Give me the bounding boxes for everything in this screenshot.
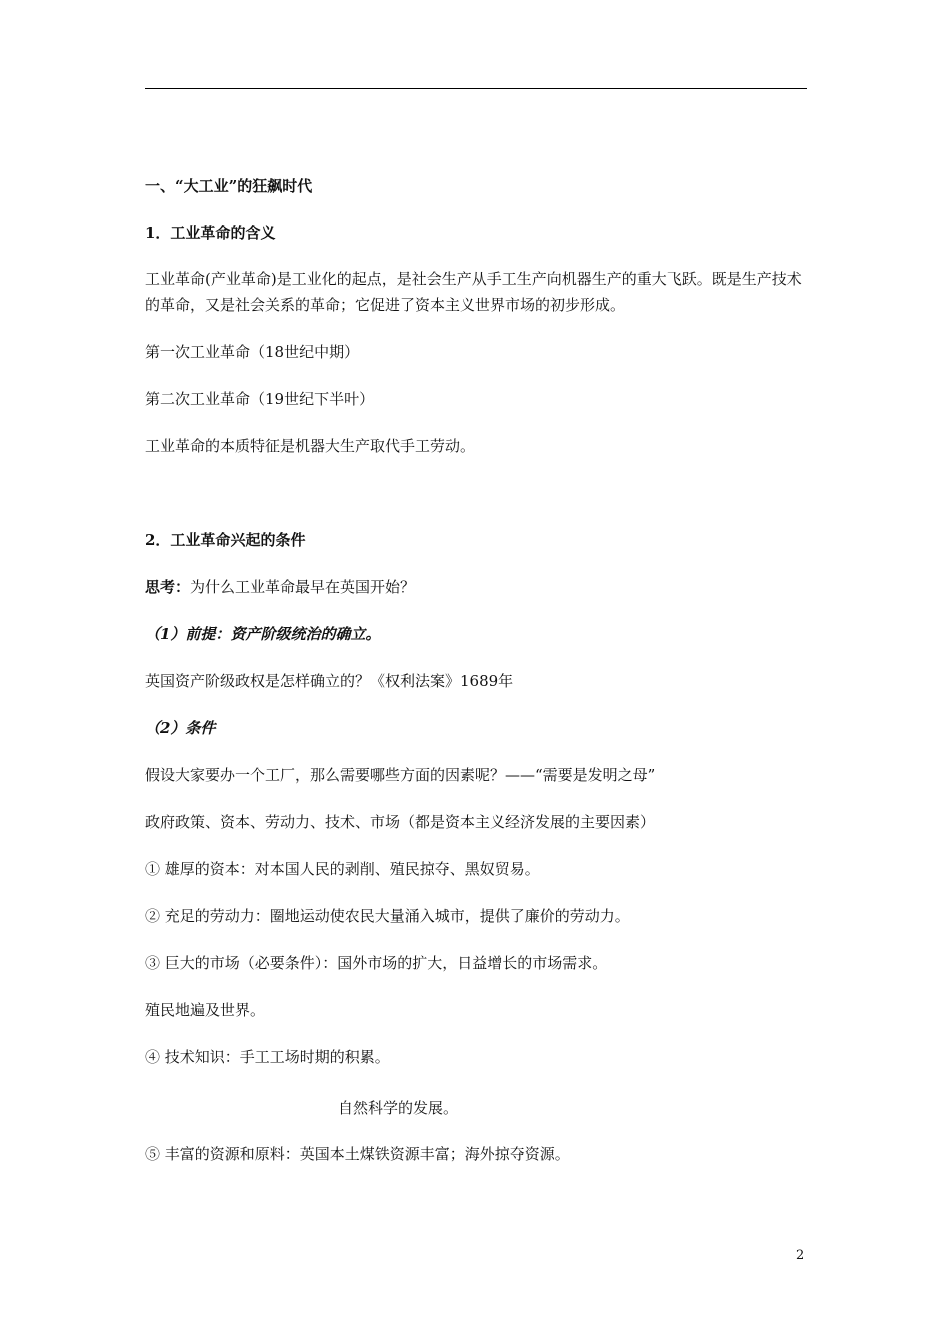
- paragraph-factors: 政府政策、资本、劳动力、技术、市场（都是资本主义经济发展的主要因素）: [145, 813, 656, 831]
- list-item-technology: ④ 技术知识：手工工场时期的积累。: [145, 1048, 390, 1066]
- think-question: [145, 577, 415, 597]
- paragraph-factory: 假设大家要办一个工厂，那么需要哪些方面的因素呢？——“需要是发明之母”: [145, 766, 656, 784]
- paragraph-essence: 工业革命的本质特征是机器大生产取代手工劳动。: [145, 437, 476, 455]
- paragraph-natural-science: 自然科学的发展。: [338, 1099, 459, 1117]
- paragraph-bill-of-rights: 英国资产阶级政权是怎样确立的？《权利法案》1689年: [145, 672, 514, 690]
- list-item-resources: ⑤ 丰富的资源和原料：英国本土煤铁资源丰富；海外掠夺资源。: [145, 1145, 570, 1163]
- list-item-labor: ② 充足的劳动力：圈地运动使农民大量涌入城市，提供了廉价的劳动力。: [145, 907, 630, 925]
- think-label: 思考：: [145, 578, 191, 596]
- paragraph-colonies: 殖民地遍及世界。: [145, 1001, 266, 1019]
- heading-2: 2．工业革命兴起的条件: [145, 531, 306, 549]
- paragraph-first-revolution: 第一次工业革命（18世纪中期）: [145, 343, 360, 361]
- page-number: 2: [796, 1248, 805, 1263]
- subheading-conditions: （2）条件: [145, 719, 216, 737]
- paragraph-definition: 工业革命(产业革命)是工业化的起点，是社会生产从手工生产向机器生产的重大飞跃。既是生产技术的革命，又是社会关系的革命；它促进了资本主义世界市场的初步形成。: [145, 270, 802, 314]
- section-title: 一、“大工业”的狂飙时代: [145, 177, 313, 195]
- header-rule: [145, 88, 807, 89]
- subheading-premise: （1）前提：资产阶级统治的确立。: [145, 625, 381, 643]
- list-item-market: ③ 巨大的市场（必要条件）：国外市场的扩大，日益增长的市场需求。: [145, 954, 608, 972]
- paragraph-second-revolution: 第二次工业革命（19世纪下半叶）: [145, 390, 375, 408]
- think-text: 为什么工业革命最早在英国开始？: [190, 578, 416, 596]
- list-item-capital: ① 雄厚的资本：对本国人民的剥削、殖民掠夺、黑奴贸易。: [145, 860, 540, 878]
- heading-1: 1．工业革命的含义: [145, 224, 276, 242]
